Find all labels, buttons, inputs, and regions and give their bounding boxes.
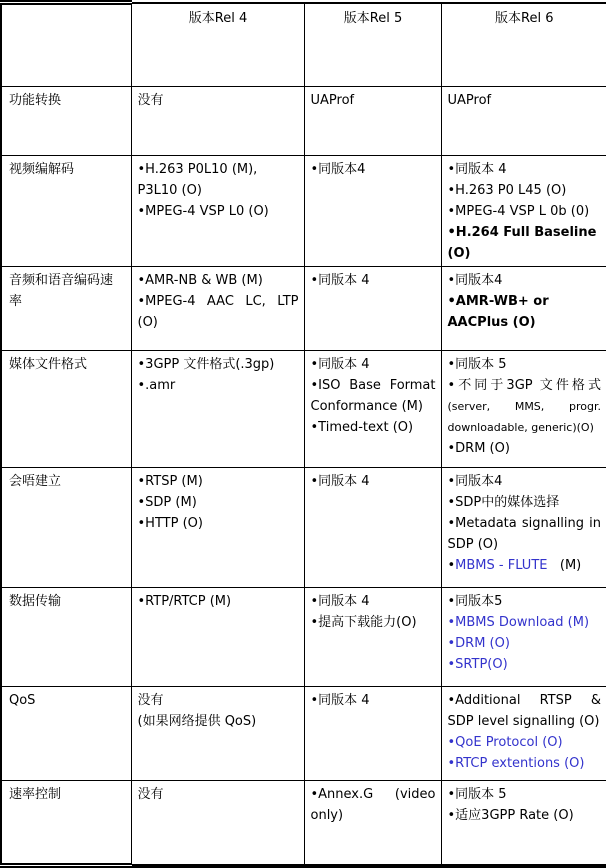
table-cell (304, 687, 441, 781)
table-body (1, 87, 606, 866)
text-segment: •同版本 4 (310, 273, 370, 288)
table-row (1, 267, 606, 351)
text-segment: •RTP/RTCP (M) (137, 594, 232, 609)
row-label: 视频编解码 (1, 156, 131, 267)
cell-text (448, 438, 602, 459)
table-cell (304, 87, 441, 156)
table-cell (441, 267, 606, 351)
text-segment: UAProf (310, 93, 355, 108)
text-segment: •同版本 5 (447, 787, 507, 802)
table-row (1, 87, 606, 156)
table-cell (441, 351, 606, 468)
cell-text (448, 591, 602, 612)
text-segment: •同版本 4 (310, 693, 370, 708)
text-segment: •不同于3GP 文件格式 (447, 378, 601, 393)
column-header-rel-5: 版本Rel 5 (304, 3, 441, 87)
text-segment: •SDP中的媒体选择 (447, 495, 560, 510)
text-segment: •同版本4 (310, 162, 366, 177)
row-label: 会唔建立 (1, 468, 131, 588)
text-segment: •.amr (137, 378, 176, 393)
cell-text (448, 90, 602, 111)
row-label: 数据传输 (1, 588, 131, 687)
table-row (1, 468, 606, 588)
cell-text (311, 471, 436, 492)
table-cell (131, 468, 304, 588)
text-segment: •DRM (O) (447, 441, 510, 456)
cell-text (448, 690, 602, 732)
row-label: 功能转换 (1, 87, 131, 156)
text-segment: •Metadata signalling in SDP (O) (447, 516, 601, 552)
cell-text (138, 354, 299, 375)
cell-text (311, 90, 436, 111)
table-row (1, 156, 606, 267)
corner-cell (1, 3, 131, 87)
cell-text (448, 159, 602, 180)
cell-text (448, 354, 602, 375)
link[interactable]: •RTCP extentions (O) (447, 756, 585, 771)
text-segment: 没有 (137, 93, 164, 108)
text-segment: UAProf (447, 93, 492, 108)
link[interactable]: •QoE Protocol (O) (447, 735, 563, 750)
text-segment: • (447, 558, 456, 573)
table-row (1, 687, 606, 781)
text-segment: •同版本4 (447, 474, 503, 489)
text-segment: (如果网络提供 QoS) (137, 714, 257, 729)
text-segment: •同版本 4 (310, 474, 370, 489)
cell-text (311, 159, 436, 180)
table-cell (131, 588, 304, 687)
text-segment: •同版本 4 (310, 357, 370, 372)
column-header-rel-6: 版本Rel 6 (441, 3, 606, 87)
cell-text (311, 591, 436, 612)
cell-text (448, 492, 602, 513)
cell-text (448, 633, 602, 654)
cell-text (138, 471, 299, 492)
text-segment: •同版本5 (447, 594, 503, 609)
table-cell (131, 781, 304, 866)
cell-text (448, 753, 602, 774)
row-label: 速率控制 (1, 781, 131, 866)
table-cell (441, 687, 606, 781)
cell-text (448, 375, 602, 438)
table-cell (131, 351, 304, 468)
cell-text (311, 612, 436, 633)
table-cell (441, 468, 606, 588)
table-cell (304, 468, 441, 588)
table-cell (304, 156, 441, 267)
cell-text (138, 291, 299, 333)
table-cell (304, 588, 441, 687)
table-row (1, 351, 606, 468)
cell-text (311, 354, 436, 375)
cell-text (448, 654, 602, 675)
text-segment: •Timed-text (O) (310, 420, 414, 435)
cell-text (448, 612, 602, 633)
text-segment: •同版本 5 (447, 357, 507, 372)
text-segment: •适应3GPP Rate (O) (447, 808, 574, 823)
text-segment: •同版本4 (447, 273, 503, 288)
text-segment: •H.264 Full Baseline (O) (447, 225, 597, 261)
cell-text (138, 375, 299, 396)
text-segment: •提高下载能力(O) (310, 615, 417, 630)
text-segment: •同版本 4 (310, 594, 370, 609)
link[interactable]: MBMS - FLUTE (455, 558, 548, 573)
cell-text (311, 690, 436, 711)
cell-text (448, 471, 602, 492)
cell-text (448, 180, 602, 201)
text-segment: •H.263 P0 L45 (O) (447, 183, 567, 198)
text-segment: •AMR-WB+ or AACPlus (O) (447, 294, 549, 330)
text-segment: •ISO Base Format Conformance (M) (310, 378, 436, 414)
table-row (1, 588, 606, 687)
text-segment: •MPEG-4 VSP L 0b (0) (447, 204, 590, 219)
text-segment: •同版本 4 (447, 162, 507, 177)
cell-text (138, 492, 299, 513)
row-label: 音频和语音编码速率 (1, 267, 131, 351)
table-cell (441, 781, 606, 866)
text-segment: •HTTP (O) (137, 516, 203, 531)
text-segment: (M) (547, 558, 582, 573)
cell-text (138, 690, 299, 711)
cell-text (138, 90, 299, 111)
cell-text (448, 732, 602, 753)
cell-text (311, 417, 436, 438)
cell-text (138, 270, 299, 291)
table-row (1, 781, 606, 866)
table-cell (131, 267, 304, 351)
text-segment: •MPEG-4 AAC LC, LTP (O) (137, 294, 299, 330)
table-cell (441, 87, 606, 156)
cell-text (448, 270, 602, 291)
link[interactable]: •MBMS Download (M) (447, 615, 590, 630)
text-segment: (server, MMS, progr. downloadable, generic)(O) (447, 400, 601, 434)
cell-text (138, 513, 299, 534)
link[interactable]: •SRTP(O) (447, 657, 508, 672)
text-segment: •MPEG-4 VSP L0 (O) (137, 204, 269, 219)
text-segment: •Annex.G (video only) (310, 787, 436, 823)
row-label: QoS (1, 687, 131, 781)
text-segment: 没有 (137, 787, 164, 802)
text-segment: •3GPP 文件格式(.3gp) (137, 357, 275, 372)
cell-text (311, 784, 436, 826)
text-segment: •RTSP (M) (137, 474, 203, 489)
cell-text (448, 784, 602, 805)
column-header-rel-4: 版本Rel 4 (131, 3, 304, 87)
table-cell (131, 687, 304, 781)
link[interactable]: •DRM (O) (447, 636, 510, 651)
row-label: 媒体文件格式 (1, 351, 131, 468)
text-segment: •AMR-NB & WB (M) (137, 273, 263, 288)
header-row (1, 3, 606, 87)
cell-text (448, 805, 602, 826)
cell-text (448, 555, 602, 576)
text-segment: •SDP (M) (137, 495, 197, 510)
text-segment: •H.263 P0L10 (M), P3L10 (O) (137, 162, 258, 198)
table-cell (131, 156, 304, 267)
cell-text (138, 591, 299, 612)
cell-text (448, 513, 602, 555)
table-cell (131, 87, 304, 156)
cell-text (311, 375, 436, 417)
table-cell (441, 588, 606, 687)
text-segment: 没有 (137, 693, 164, 708)
table-cell (304, 781, 441, 866)
cell-text (448, 222, 602, 264)
text-segment: •Additional RTSP & SDP level signalling (O) (447, 693, 601, 729)
cell-text (311, 270, 436, 291)
cell-text (138, 784, 299, 805)
cell-text (448, 201, 602, 222)
table-cell (441, 156, 606, 267)
table-cell (304, 267, 441, 351)
table-cell (304, 351, 441, 468)
cell-text (448, 291, 602, 333)
cell-text (138, 159, 299, 201)
cell-text (138, 711, 299, 732)
cell-text (138, 201, 299, 222)
